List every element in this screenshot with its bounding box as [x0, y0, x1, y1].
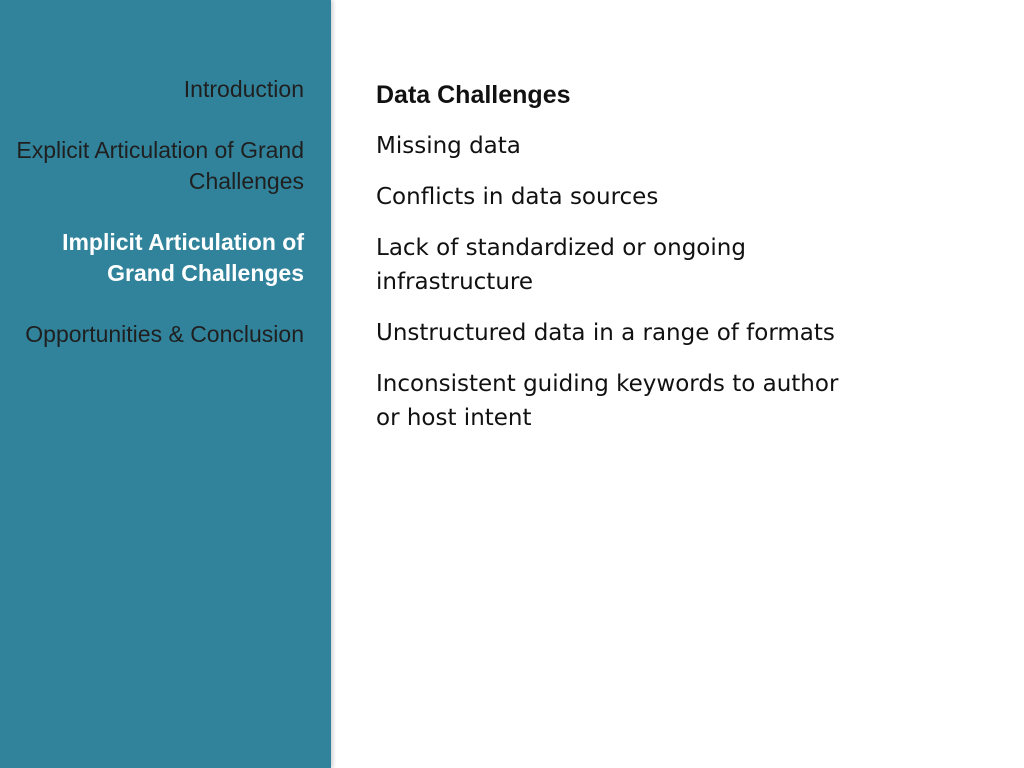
content-title: Data Challenges	[376, 81, 571, 109]
section-sidebar	[0, 0, 331, 768]
section-item-introduction[interactable]: Introduction	[183, 76, 304, 102]
bullet-item: Inconsistent guiding keywords to author or host intent	[376, 371, 839, 431]
bullet-item: Missing data	[376, 133, 521, 159]
section-nav	[14, 74, 304, 380]
bullet-item: Unstructured data in a range of formats	[376, 320, 835, 346]
bullet-item: Conflicts in data sources	[376, 184, 659, 210]
section-item-opportunities-conclusion[interactable]: Opportunities & Conclusion	[25, 321, 304, 347]
slide-content	[376, 78, 876, 452]
bullet-item: Lack of standardized or ongoing infrastructure	[376, 235, 746, 295]
section-item-implicit-articulation[interactable]: Implicit Articulation of Grand Challenges	[62, 229, 304, 286]
section-item-explicit-articulation[interactable]: Explicit Articulation of Grand Challenges	[16, 137, 304, 194]
